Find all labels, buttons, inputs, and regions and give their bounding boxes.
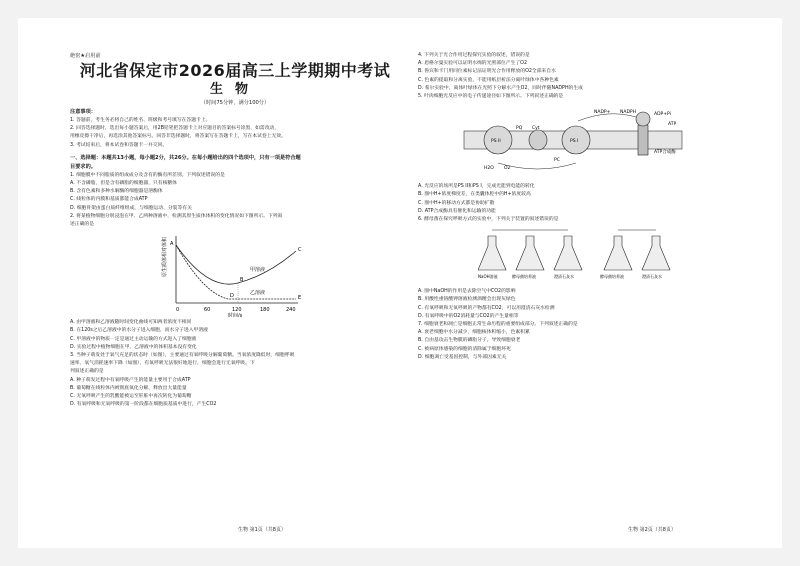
question-line: 3. 当种子萌发处于氧气充足的状态时（如图），主要通过有氧呼吸分解葡萄糖。当氧浓度降低时，细胞呼吸 (70, 353, 295, 359)
question-line: B. 葡萄糖在线粒体内被彻底氧化分解，释放出大量能量 (70, 385, 187, 391)
time-score: （时间75分钟，满分100分） (200, 100, 270, 106)
label-o2: O2 (504, 166, 511, 172)
series-yi: 乙溶液 (250, 290, 266, 297)
flask-label-3: 澄清石灰水 (554, 274, 574, 280)
footer-right: 生物 第2页（共8页） (628, 527, 676, 533)
questions-block-3 (418, 52, 718, 101)
label-pc: PC (554, 158, 560, 164)
point-d: D (230, 293, 234, 300)
note-item: 用橡皮擦干净后，再选涂其他答案标号。回答非选择题时，将答案写在答题卡上，写在本试卷上无效。 (70, 134, 286, 140)
footer-left: 生物 第1页（共8页） (238, 527, 286, 533)
question-line: C. 被病原体感染的细胞的清除属于细胞坏死 (418, 346, 511, 352)
secret-mark: 絶密★启用前 (70, 53, 101, 59)
question-line: 2. 将某植物细胞分别浸泡在甲、乙两种溶液中，检测其原生质体体积的变化情况如下图所示。下列叙 (70, 213, 283, 219)
subject-title: 生物 (209, 82, 260, 97)
question-line: A. 种子萌发过程中有氧呼吸产生的能量主要用于合成ATP (70, 377, 191, 383)
point-b: B (240, 277, 244, 284)
question-line: B. 自由基攻击生物膜的磷脂分子，导致细胞衰老 (418, 338, 521, 344)
label-cyt: Cyt (532, 126, 540, 132)
questions-block-2 (70, 319, 400, 409)
page-2 (418, 52, 718, 362)
electron-transport-svg (458, 103, 688, 181)
question-line: A. 不含磷脂，但是含有磷脂的细胞器，只有核糖体 (70, 181, 177, 187)
question-line: B. 图中H+浓度梯度差，在类囊体腔中的H+浓度较高 (418, 192, 531, 198)
point-c: C (298, 247, 302, 254)
exam-sheet (18, 18, 782, 548)
tick-120: 120 (232, 307, 242, 314)
series-jia: 甲溶液 (250, 267, 266, 274)
volume-graph-svg (158, 231, 308, 317)
label-pq: PQ (516, 126, 523, 132)
question-line: C. 线粒体的内膜和基质都能合成ATP (70, 197, 148, 203)
graph-ylabel: 原生质体相对体积 (162, 237, 168, 278)
question-line: 述正确的是 (70, 222, 94, 228)
question-line: D. 有氧呼吸中的O2消耗量与CO2的产生量相等 (418, 313, 519, 319)
question-line: 7. 细胞衰老和凋亡是细胞正常生命历程的重要组成部分。下列叙述正确的是 (418, 322, 578, 328)
label-atp-synthase: ATP合成酶 (654, 150, 676, 156)
section-heading-cont: 目要求的。 (70, 163, 96, 170)
question-line: C. 色素的提取和分离实验，不能用纸层析法分离叶绿体中各种色素 (418, 77, 559, 83)
tick-240: 240 (286, 307, 296, 314)
question-line: 列叙述正确的是 (70, 369, 104, 375)
question-line: A. 光反应的场所是PS II和PS I，完成光能到电能的转化 (418, 184, 535, 190)
notes-heading: 注意事项： (70, 109, 96, 115)
section-heading: 一、选择题：本题共13小题，每小题2分，共26分。在每小题给出的四个选项中，只有一项是符合题 (70, 154, 301, 161)
question-line: C. 有氧呼吸和无氧呼吸的产物都有CO2，可以用澄清石灰水检测 (418, 305, 555, 311)
question-line: C. 甲溶液中的物质一定是通过主动运输的方式进入了细胞液 (70, 336, 197, 342)
question-line: B. 用酸性重铬酸钾溶液检测酒精会出现灰绿色 (418, 297, 516, 303)
flask-label-2: 酵母菌培养液 (512, 274, 536, 280)
label-nadph: NADPH (620, 110, 637, 116)
tick-180: 180 (260, 307, 270, 314)
label-nadp: NADP+ (594, 110, 611, 116)
questions-block-5 (418, 288, 718, 362)
flask-apparatus (478, 226, 678, 286)
point-a: A (170, 241, 174, 248)
question-line: B. 含有色素和多种水解酶的细胞器是溶酶体 (70, 189, 163, 195)
label-atp: ATP (668, 122, 677, 128)
flask-3 (554, 236, 582, 270)
flask-label-5: 澄清石灰水 (642, 274, 662, 280)
question-line: B. 鲁宾和卡门用同位素标记法证明光合作用释放的O2全部来自水 (418, 69, 556, 75)
question-line: A. 图中NaOH的作用是去除空气中CO2的影响 (418, 289, 516, 295)
note-item: 1. 答题前，考生务必将自己的姓名、班级和考号填写在答题卡上。 (70, 118, 211, 123)
label-h2o: H2O (484, 166, 494, 172)
question-line: D. 实验过程中植物细胞在甲、乙溶液中的体积基本没有变化 (70, 344, 197, 350)
question-line: 4. 下列关于光合作用过程探究实验的叙述，错误的是 (418, 53, 530, 58)
label-ps2: PS II (491, 139, 501, 145)
question-line: D. 细胞凋亡受基因控制，与外部因素无关 (418, 354, 507, 360)
flask-label-4: 酵母菌培养液 (600, 274, 624, 280)
flask-1 (478, 236, 506, 270)
note-item: 3. 考试结束后，将本试卷和答题卡一并交回。 (70, 142, 168, 148)
question-line: 5. 叶肉细胞光反应中的电子传递途径如下图所示。下列叙述正确的是 (418, 94, 564, 100)
question-line: 1. 细胞膜中不同脂质的组成成分及含有的酶有所差别。下列叙述错误的是 (70, 172, 225, 178)
curve-yi (176, 245, 296, 299)
question-line: A. 由甲溶液和乙溶液随时间变化曲线可知两者浓度不相同 (70, 320, 192, 326)
exam-title: 河北省保定市2026届高三上学期期中考试 (79, 61, 391, 80)
curve-jia (176, 245, 296, 284)
questions-block-1 (70, 172, 400, 229)
tick-60: 60 (204, 307, 211, 314)
flask-2 (516, 236, 544, 270)
tick-0: 0 (176, 307, 180, 314)
notes-list (70, 117, 400, 150)
label-adp: ADP+Pi (654, 112, 671, 118)
question-line: B. 在120s之后乙溶液中的水分子进入细胞，而水分子进入甲溶液 (70, 328, 208, 334)
question-line: D. ATP合成酶具有催化和运输的功能 (418, 208, 496, 214)
question-line: D. 细胞骨架由蛋白质纤维组成，与细胞运动、分裂等有关 (70, 205, 192, 211)
question-line: D. 希尔实验中，离体叶绿体在光照下分解水产生O2，同时伴随NADPH的生成 (418, 85, 583, 91)
question-line: 速率、氧气消耗速率下降（如图），有氧呼吸无法很好地进行，细胞会进行无氧呼吸。下 (70, 361, 255, 367)
questions-block-4 (418, 183, 718, 224)
flask-4 (604, 236, 632, 270)
question-line: 6. 酵母菌在探究呼吸方式的实验中，下列关于装置的叙述错误的是 (418, 217, 559, 223)
label-ps1: PS I (570, 139, 579, 145)
page-1 (70, 52, 400, 409)
cyt-complex (529, 130, 547, 150)
flask-svg (478, 226, 678, 286)
question-line: C. 图中H+的移动方式都是协助扩散 (418, 200, 495, 206)
question-line: A. 衰老细胞中水分减少，细胞核体积缩小，色素积累 (418, 330, 530, 336)
electron-transport-diagram (458, 103, 688, 181)
question-line: C. 无氧呼吸产生的乳酸能被运至肝脏中再次转化为葡萄糖 (70, 394, 192, 400)
note-item: 2. 回答选择题时，选出每小题答案后，用2B铅笔把答题卡上对应题目的答案标号涂黑，如需改动， (70, 126, 280, 132)
atp-synthase (638, 125, 648, 155)
flask-5 (642, 236, 670, 270)
volume-graph (158, 231, 308, 317)
point-e: E (298, 295, 302, 302)
flask-label-1: NaOH溶液 (478, 274, 498, 280)
graph-xlabel: 时间/s (228, 313, 243, 318)
question-line: D. 有氧呼吸和无氧呼吸的第一阶段都在细胞质基质中进行，产生CO2 (70, 402, 217, 408)
question-line: A. 恩格尔曼实验可以证明水绵的光照部位产生了O2 (418, 61, 528, 67)
